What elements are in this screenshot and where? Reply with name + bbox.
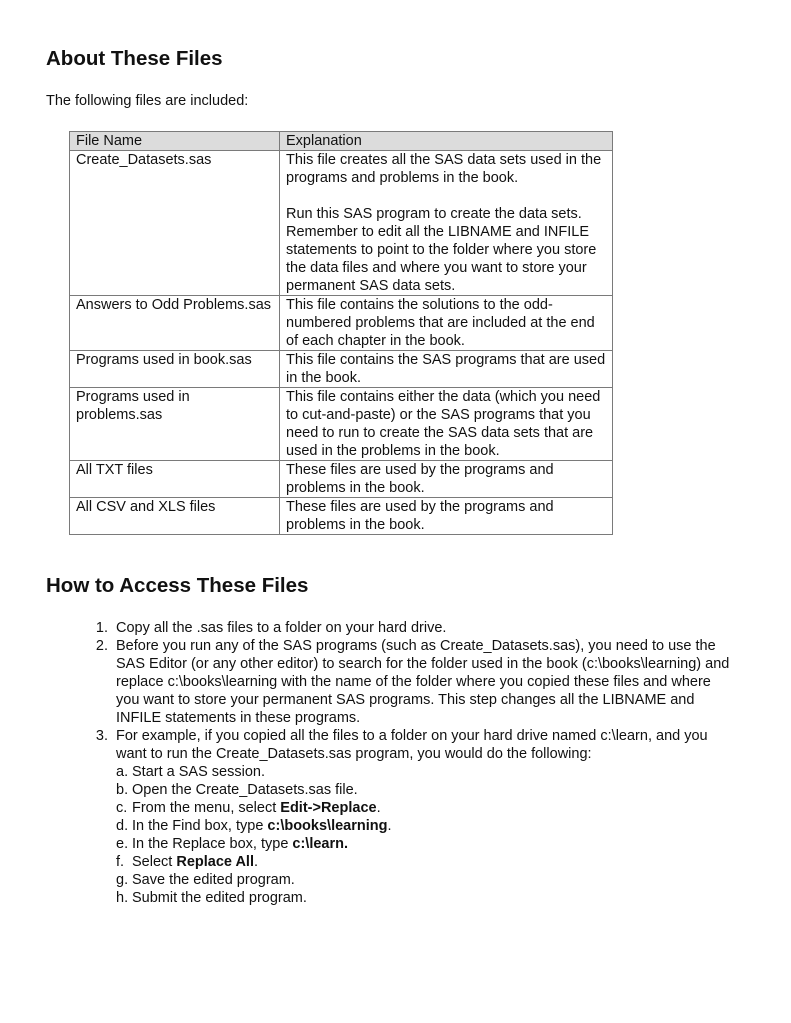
sub-step-letter: f. xyxy=(116,854,125,870)
steps-list xyxy=(88,619,738,907)
explanation-paragraph: This file contains the solutions to the odd-numbered problems that are included at the end of each chapter in the book. xyxy=(286,297,595,349)
sub-step-bold: Replace All xyxy=(176,854,254,870)
step-text: For example, if you copied all the files to a folder on your hard drive named c:\learn, and you want to run the Create_Datasets.sas program, you would do the following: xyxy=(116,728,708,762)
file-name-cell: Answers to Odd Problems.sas xyxy=(70,296,280,351)
sub-step-text: Start a SAS session. xyxy=(132,764,265,780)
sub-step-letter: c. xyxy=(116,800,128,816)
files-table xyxy=(69,131,613,535)
step-text: Before you run any of the SAS programs (such as Create_Datasets.sas), you need to use the SAS Editor (or any other editor) to search for the folder used in the book (c:\books\learning) and replace c:\books\learning with the name of the folder where you copied these files and where you want to store your permanent SAS programs. This step changes all the LIBNAME and INFILE statements in these programs. xyxy=(116,638,730,726)
header-explanation: Explanation xyxy=(280,132,613,151)
sub-steps-list xyxy=(116,763,738,907)
table-row xyxy=(70,151,613,296)
sub-list-item xyxy=(100,817,738,835)
list-item xyxy=(88,727,738,907)
sub-step-text-end: . xyxy=(376,800,381,816)
sub-step-letter: h. xyxy=(116,890,129,906)
sub-step-text: Open the Create_Datasets.sas file. xyxy=(132,782,358,798)
file-name-cell: Programs used in problems.sas xyxy=(70,388,280,461)
table-row xyxy=(70,296,613,351)
table-row xyxy=(70,351,613,388)
sub-list-item xyxy=(100,853,738,871)
explanation-paragraph: This file creates all the SAS data sets used in the programs and problems in the book. xyxy=(286,152,602,186)
sub-step-text: Submit the edited program. xyxy=(132,890,307,906)
explanation-cell xyxy=(280,388,613,461)
header-file-name: File Name xyxy=(70,132,280,151)
sub-step-text: From the menu, select xyxy=(132,800,281,816)
list-item xyxy=(88,637,738,727)
table-row xyxy=(70,461,613,498)
sub-step-text: Select xyxy=(132,854,177,870)
list-item xyxy=(88,619,738,637)
sub-list-item xyxy=(100,763,738,781)
explanation-paragraph: This file contains the SAS programs that are used in the book. xyxy=(286,352,606,386)
file-name-cell: Create_Datasets.sas xyxy=(70,151,280,296)
sub-step-text-end: . xyxy=(387,818,392,834)
sub-step-letter: a. xyxy=(116,764,129,780)
file-name-cell: All CSV and XLS files xyxy=(70,498,280,535)
table-row xyxy=(70,388,613,461)
table-row xyxy=(70,498,613,535)
explanation-cell xyxy=(280,498,613,535)
explanation-paragraph: These files are used by the programs and problems in the book. xyxy=(286,499,554,533)
explanation-paragraph: Run this SAS program to create the data sets. Remember to edit all the LIBNAME and INFILE statements to point to the folder where you store the data files and where you want to store your permanent SAS data sets. xyxy=(286,206,597,294)
step-number: 3. xyxy=(95,728,108,744)
step-number: 2. xyxy=(95,638,108,654)
sub-step-text: In the Replace box, type xyxy=(132,836,293,852)
sub-step-text: Save the edited program. xyxy=(132,872,295,888)
sub-step-bold: c:\books\learning xyxy=(267,818,388,834)
step-number: 1. xyxy=(95,620,108,636)
sub-list-item xyxy=(100,871,738,889)
explanation-cell xyxy=(280,151,613,296)
explanation-cell xyxy=(280,461,613,498)
table-header-row xyxy=(70,132,613,151)
sub-step-bold: c:\learn. xyxy=(292,836,349,852)
sub-step-letter: g. xyxy=(116,872,129,888)
sub-list-item xyxy=(100,781,738,799)
sub-list-item xyxy=(100,799,738,817)
file-name-cell: All TXT files xyxy=(70,461,280,498)
sub-step-letter: e. xyxy=(116,836,129,852)
sub-list-item xyxy=(100,889,738,907)
sub-step-text: In the Find box, type xyxy=(132,818,268,834)
sub-step-letter: b. xyxy=(116,782,129,798)
section-title-about: About These Files xyxy=(46,47,223,70)
explanation-paragraph: These files are used by the programs and problems in the book. xyxy=(286,462,554,496)
sub-step-letter: d. xyxy=(116,818,129,834)
step-text: Copy all the .sas files to a folder on your hard drive. xyxy=(116,620,447,636)
explanation-cell xyxy=(280,296,613,351)
explanation-paragraph: This file contains either the data (which you need to cut-and-paste) or the SAS programs that you need to run to create the SAS data sets that are used in the problems in the book. xyxy=(286,389,601,459)
section-title-access: How to Access These Files xyxy=(46,574,309,597)
file-name-cell: Programs used in book.sas xyxy=(70,351,280,388)
sub-step-text-end: . xyxy=(253,854,259,870)
sub-step-bold: Edit->Replace xyxy=(280,800,377,816)
intro-text: The following files are included: xyxy=(46,93,249,109)
explanation-cell xyxy=(280,351,613,388)
sub-list-item xyxy=(100,835,738,853)
